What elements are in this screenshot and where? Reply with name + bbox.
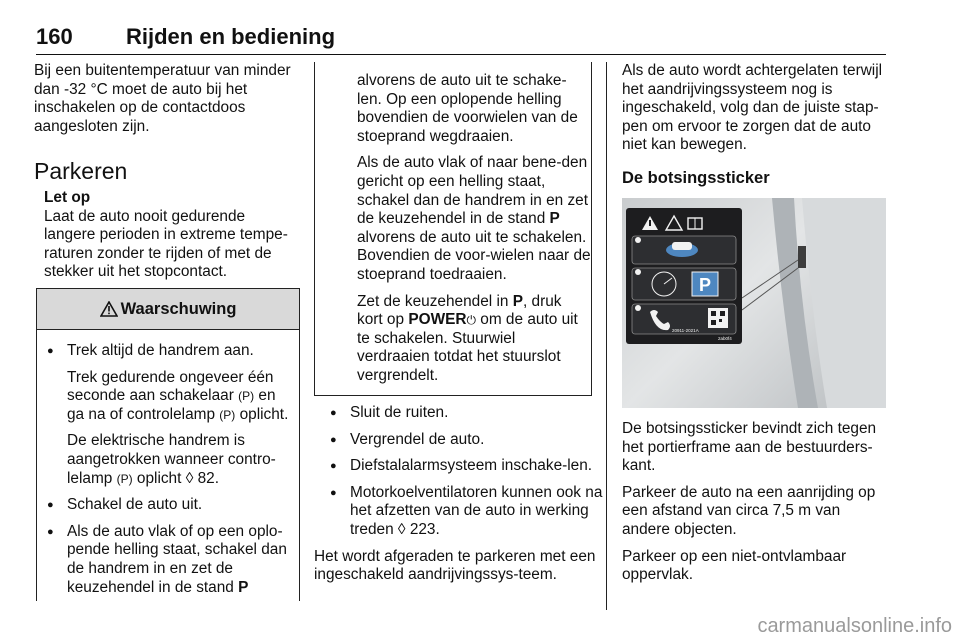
text-span: Als de auto vlak of naar bene-den gericht op een helling staat, schakel dan de handrem in en zet de keuzehendel in de stand	[357, 154, 589, 228]
page-reference[interactable]: 223.	[409, 520, 440, 538]
subsection-heading: De botsingssticker	[622, 168, 770, 187]
list-item: ● Vergrendel de auto.	[330, 431, 606, 450]
page-number: 160	[36, 24, 73, 49]
list-item: ● Sluit de ruiten.	[330, 404, 606, 423]
gear-position-label: P	[549, 210, 560, 228]
warning-sub-paragraph	[47, 369, 291, 425]
intro-paragraph: Bij een buitentemperatuur van minder dan -32 °C moet de auto bij het inschakelen op de contactdoos aangesloten zijn.	[34, 62, 291, 135]
sticker-code: 20911-2021A	[672, 328, 699, 333]
text-span: De elektrische handrem is aangetrokken wanneer contro-lelamp	[67, 432, 276, 487]
column-right	[622, 62, 888, 196]
body-paragraph: De botsingssticker bevindt zich tegen het portierframe aan de bestuurders-kant.	[622, 420, 877, 475]
text-span: Zet de keuzehendel in	[357, 292, 509, 310]
crash-sticker-illustration	[622, 198, 886, 408]
gear-position-label: P	[512, 292, 523, 310]
text-span: oplicht	[136, 469, 182, 487]
warning-bullet	[47, 523, 291, 597]
parking-brake-icon: (P)	[238, 389, 255, 404]
continuation-paragraph: alvorens de auto uit te schake-len. Op een oplopende helling bovendien de voorwielen van de stoeprand wegdraaien.	[357, 72, 578, 145]
column-divider	[606, 62, 607, 610]
page-reference[interactable]: 82.	[197, 469, 219, 487]
warning-body	[37, 330, 299, 597]
body-paragraph: Parkeer op een niet-ontvlambaar oppervlak.	[622, 547, 847, 584]
section-title: Parkeren	[34, 158, 128, 185]
warning-title: Waarschuwing	[120, 299, 237, 318]
note-text: Laat de auto nooit gedurende langere perioden in extreme tempe-raturen zonder te rijden of met de stekker uit het stopcontact.	[44, 207, 288, 281]
power-button-label: POWER	[408, 311, 467, 329]
sticker-park-letter: P	[698, 275, 712, 295]
watermark: carmanualsonline.info	[757, 615, 952, 637]
text-span: Motorkoelventilatoren kunnen ook na het afzetten van de auto in werking treden	[350, 483, 603, 538]
text-span: oplicht.	[239, 405, 289, 423]
note-label: Let op	[44, 188, 91, 206]
ref-arrow-icon: ◊	[397, 520, 406, 538]
text-span: , druk kort op	[357, 292, 562, 329]
continuation-paragraph	[357, 293, 591, 386]
text-span: Trek gedurende ongeveer één seconde aan schakelaar	[67, 368, 274, 405]
list-item: ● Diefstalalarmsysteem inschake-len.	[330, 457, 606, 476]
warning-bullet: ● Schakel de auto uit.	[47, 496, 291, 515]
parking-brake-lamp-icon: (P)	[219, 407, 236, 422]
warning-triangle-icon	[100, 301, 118, 317]
text-span: Als de auto vlak of op een oplo-pende helling staat, schakel dan de handrem in en zet de keuzehendel in de stand	[67, 522, 287, 596]
power-icon: ⏻	[466, 313, 476, 328]
page-heading: Rijden en bediening	[126, 24, 336, 49]
warning-header	[37, 289, 299, 330]
gear-position-label: P	[238, 578, 249, 596]
warning-continuation-box	[314, 62, 592, 396]
text-span: om de auto uit te schakelen. Stuurwiel verdraaien totdat het stuurslot vergrendelt.	[357, 311, 578, 384]
crash-sticker-image	[622, 198, 886, 408]
ref-arrow-icon: ◊	[185, 469, 194, 487]
continuation-paragraph	[357, 154, 591, 284]
text-span: alvorens de auto uit te schakelen. Bovendien de voor-wielen naar de stoeprand toedraaien.	[357, 228, 591, 283]
parking-brake-lamp-icon: (P)	[116, 471, 133, 486]
sticker-label: 2ab0f4	[718, 336, 732, 341]
column-right-lower	[622, 420, 888, 593]
note-block	[34, 189, 300, 282]
page-header	[36, 20, 886, 55]
warning-sub-paragraph	[47, 432, 291, 488]
list-item	[330, 484, 606, 540]
body-paragraph: Het wordt afgeraden te parkeren met een ingeschakeld aandrijvingssys-teem.	[314, 547, 596, 584]
body-paragraph: Parkeer de auto na een aanrijding op een afstand van circa 7,5 m van andere objecten.	[622, 483, 876, 538]
text-span: en ga na of controlelamp	[67, 387, 276, 423]
parking-list	[314, 404, 606, 585]
warning-bullet: ● Trek altijd de handrem aan.	[47, 342, 291, 361]
body-paragraph: Als de auto wordt achtergelaten terwijl het aandrijvingssysteem nog is ingeschakeld, volg dan de juiste stap-pen om ervoor te zorgen dat de auto niet kan bewegen.	[622, 62, 883, 154]
column-left	[34, 62, 300, 282]
warning-box	[36, 288, 300, 601]
